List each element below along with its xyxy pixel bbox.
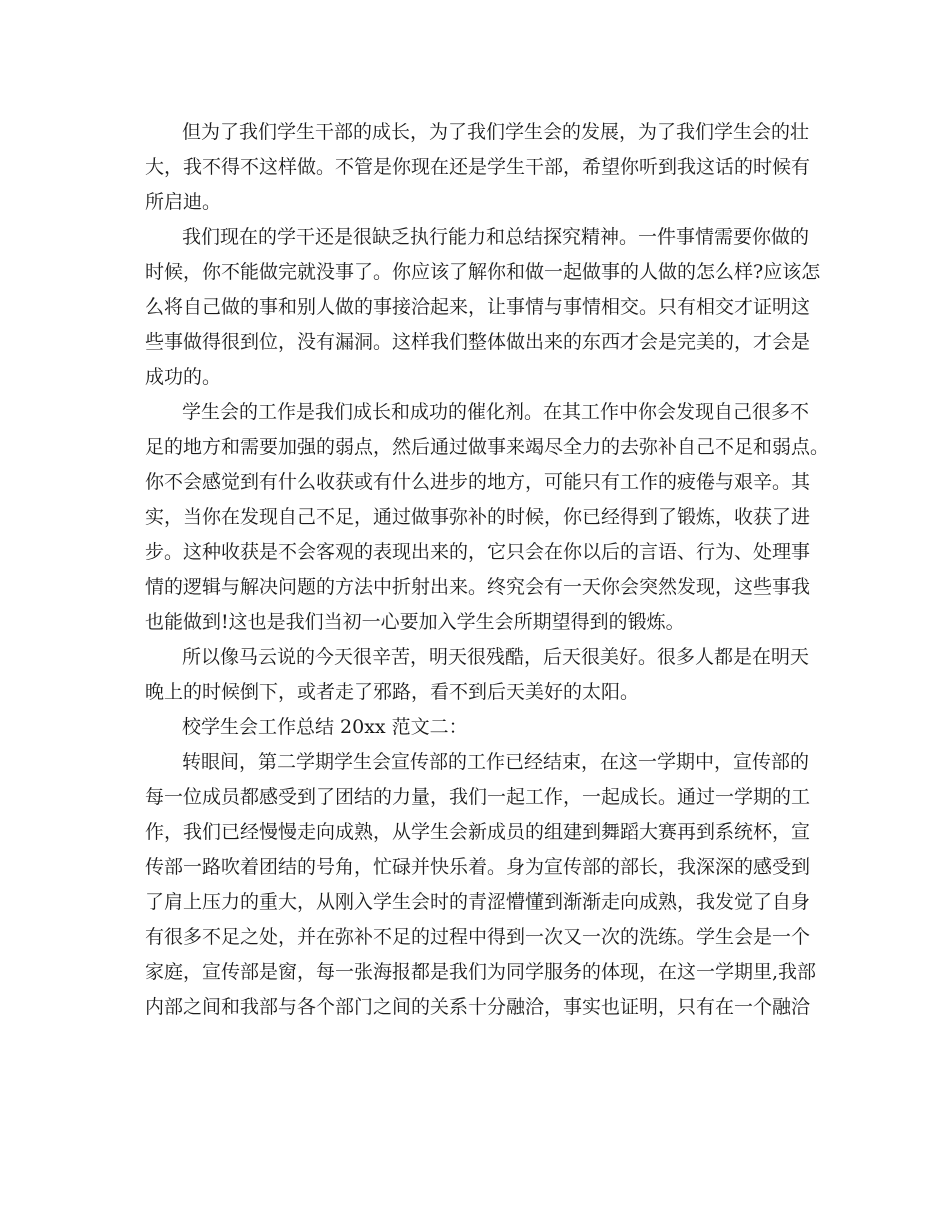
text-line: 内部之间和我部与各个部门之间的关系十分融洽，事实也证明，只有在一个融洽 [145, 996, 811, 1018]
text-line: 学生会的工作是我们成长和成功的催化剂。在其工作中你会发现自己很多不 [182, 401, 810, 423]
text-line: 我们现在的学干还是很缺乏执行能力和总结探究精神。一件事情需要你做的 [182, 226, 810, 248]
text-line: 传部一路吹着团结的号角，忙碌并快乐着。身为宣传部的部长，我深深的感受到 [145, 856, 811, 878]
text-line: 作，我们已经慢慢走向成熟，从学生会新成员的组建到舞蹈大赛再到系统杯，宣 [145, 821, 811, 843]
text-line: 晚上的时候倒下，或者走了邪路，看不到后天美好的太阳。 [145, 681, 640, 703]
text-line: 你不会感觉到有什么收获或有什么进步的地方，可能只有工作的疲倦与艰辛。其 [145, 471, 811, 493]
text-line: 有很多不足之处，并在弥补不足的过程中得到一次又一次的洗练。学生会是一个 [145, 926, 811, 948]
text-line: 也能做到!这也是我们当初一心要加入学生会所期望得到的锻炼。 [145, 611, 685, 633]
text-line: 每一位成员都感受到了团结的力量，我们一起工作，一起成长。通过一学期的工 [145, 786, 811, 808]
document-body [145, 115, 830, 1025]
text-line: 情的逻辑与解决问题的方法中折射出来。终究会有一天你会突然发现，这些事我 [145, 576, 811, 598]
text-line: 么将自己做的事和别人做的事接洽起来，让事情与事情相交。只有相交才证明这 [145, 296, 811, 318]
text-line: 了肩上压力的重大，从刚入学生会时的青涩懵懂到渐渐走向成熟，我发觉了自身 [145, 891, 811, 913]
text-line: 家庭，宣传部是窗，每一张海报都是我们为同学服务的体现，在这一学期里,我部 [145, 961, 817, 983]
text-line: 成功的。 [145, 366, 222, 388]
text-line: 所以像马云说的今天很辛苦，明天很残酷，后天很美好。很多人都是在明天 [182, 646, 810, 668]
text-line: 足的地方和需要加强的弱点，然后通过做事来竭尽全力的去弥补自己不足和弱点。 [145, 436, 830, 458]
text-line: 些事做得很到位，没有漏洞。这样我们整体做出来的东西才会是完美的，才会是 [145, 331, 811, 353]
text-line: 时候，你不能做完就没事了。你应该了解你和做一起做事的人做的怎么样?应该怎 [145, 261, 821, 283]
section-heading: 校学生会工作总结 20xx 范文二： [182, 716, 468, 738]
text-line: 大，我不得不这样做。不管是你现在还是学生干部，希望你听到我这话的时候有 [145, 156, 811, 178]
text-line: 实，当你在发现自己不足，通过做事弥补的时候，你已经得到了锻炼，收获了进 [145, 506, 811, 528]
text-line: 所启迪。 [145, 191, 222, 213]
text-line: 但为了我们学生干部的成长，为了我们学生会的发展，为了我们学生会的壮 [182, 121, 810, 143]
text-line: 转眼间，第二学期学生会宣传部的工作已经结束，在这一学期中，宣传部的 [182, 751, 810, 773]
text-line: 步。这种收获是不会客观的表现出来的，它只会在你以后的言语、行为、处理事 [145, 541, 811, 563]
